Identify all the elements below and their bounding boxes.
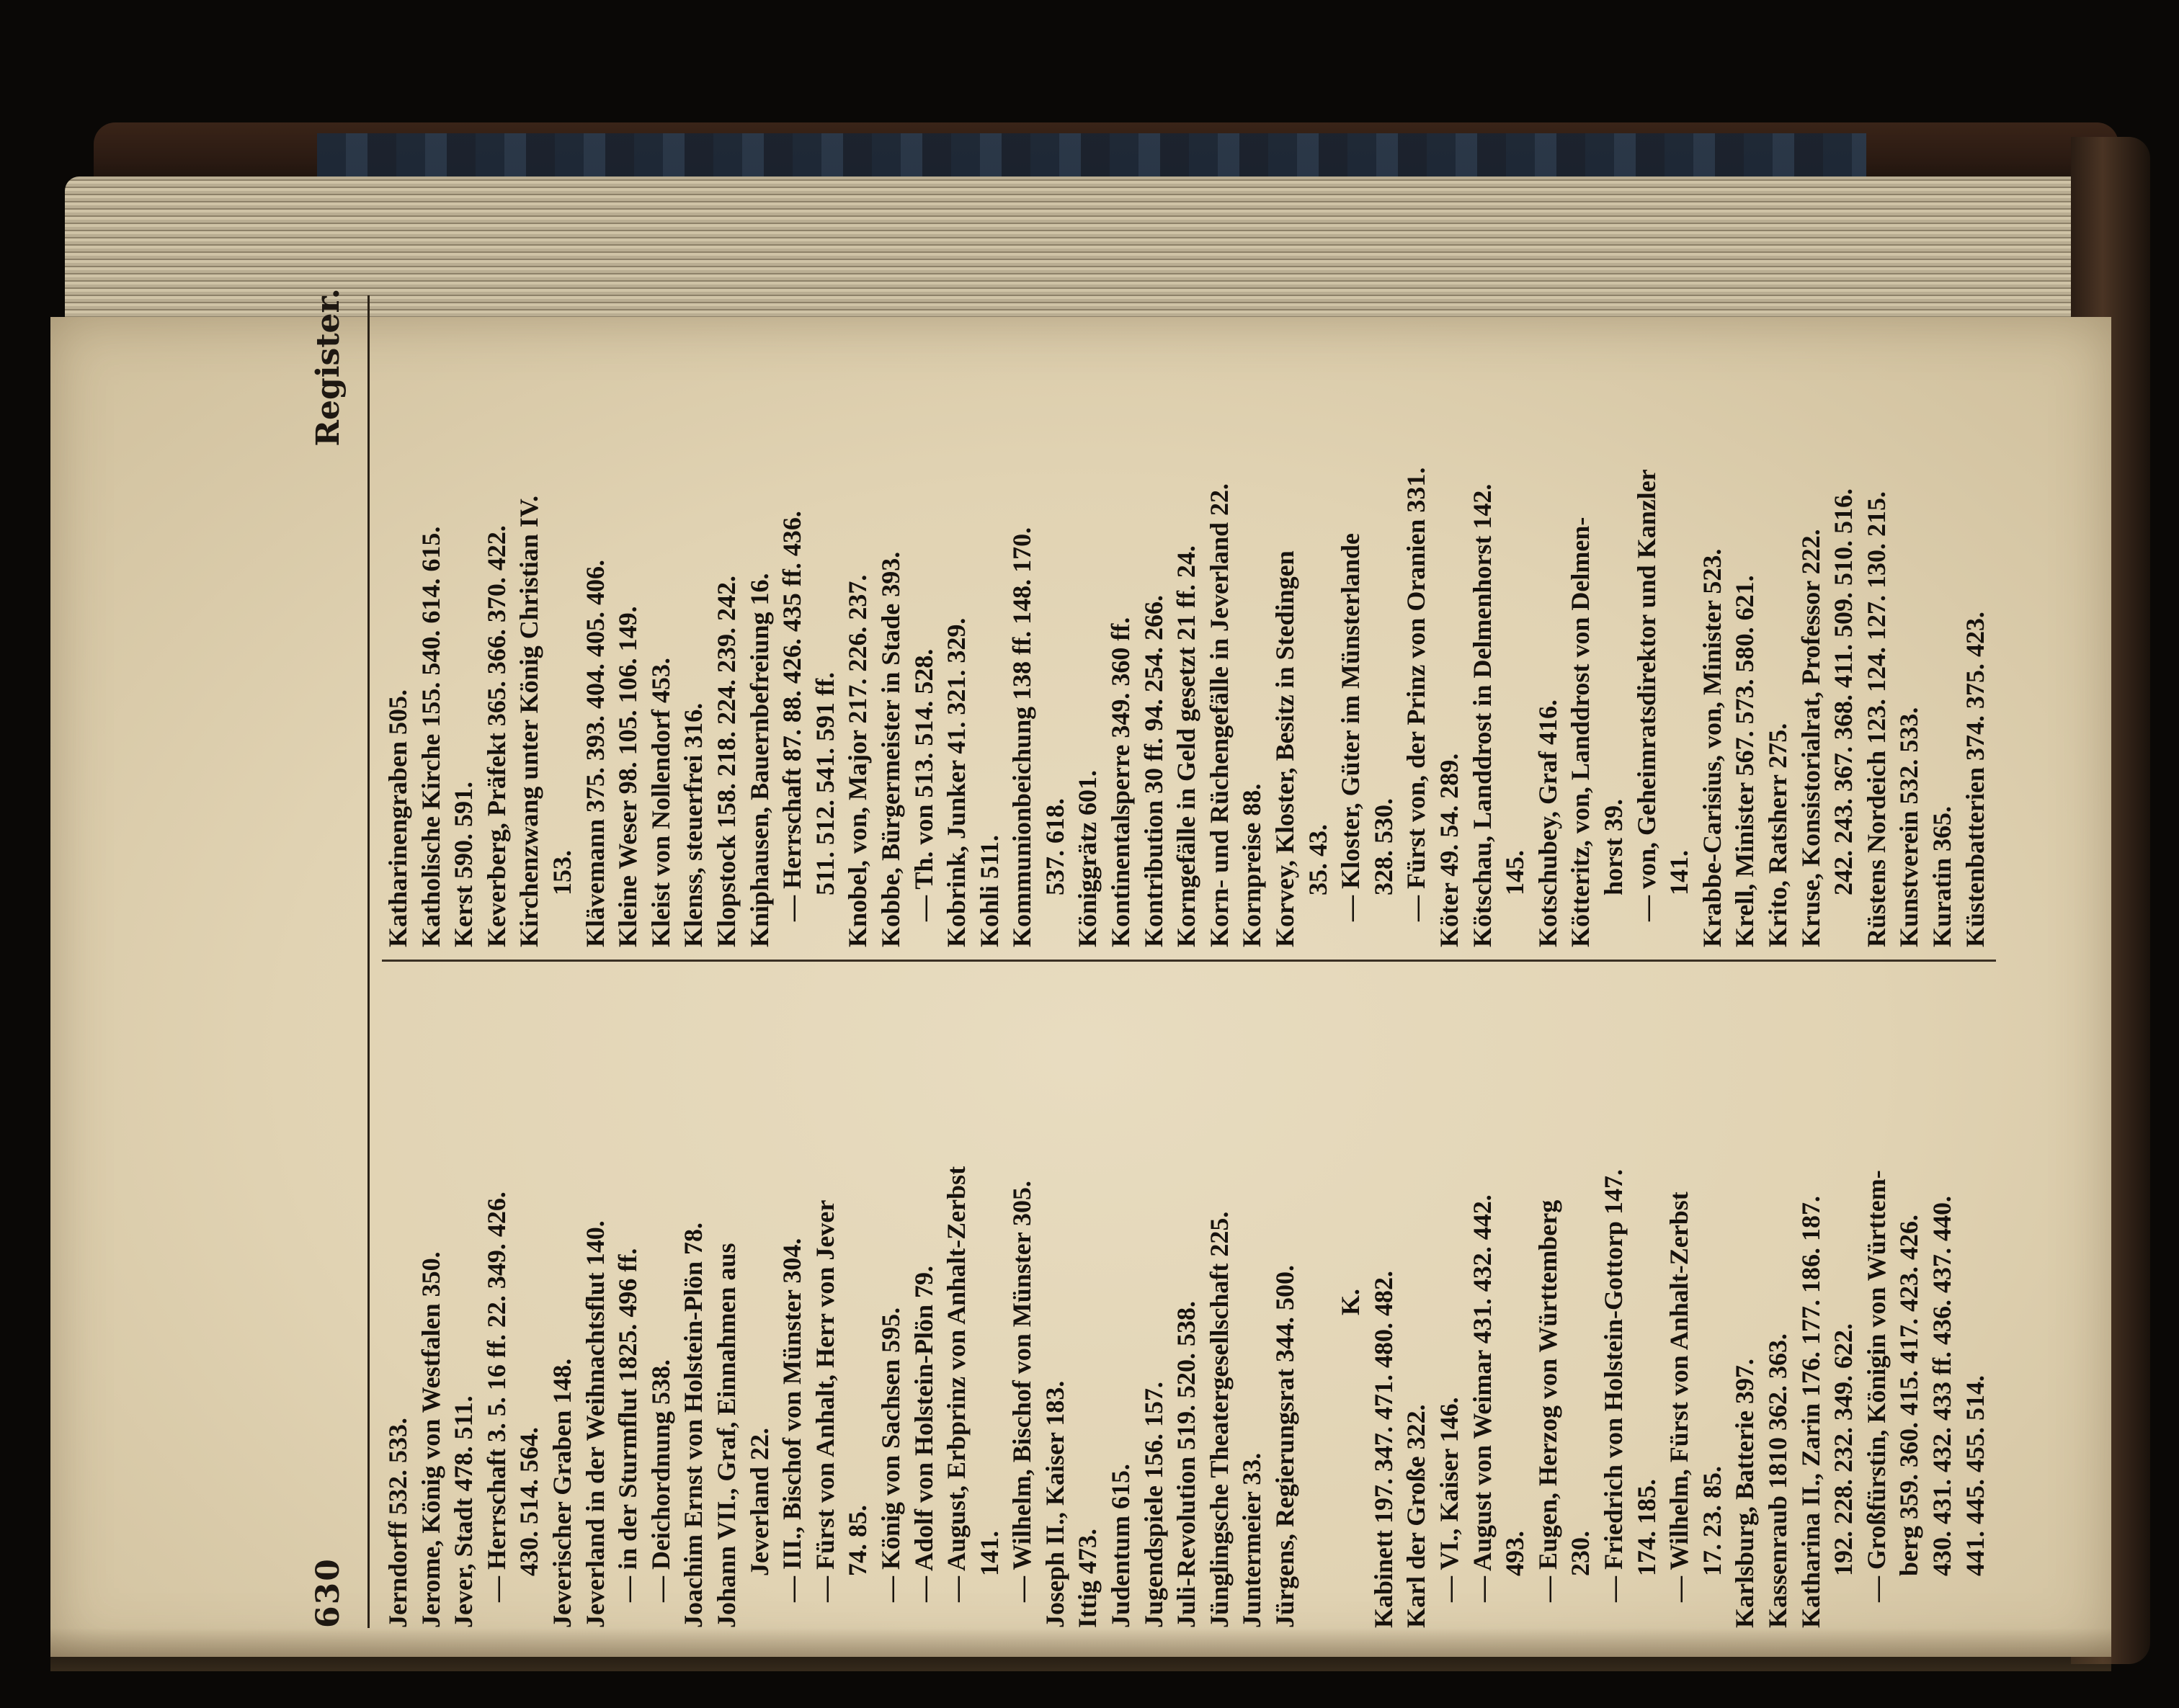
index-entry: 35. 43. xyxy=(1303,824,1332,895)
index-entry: Jeverischer Graben 148. xyxy=(547,1358,576,1628)
index-entry: Knobel, von, Major 217. 226. 237. xyxy=(843,574,873,947)
index-entry: — Herrschaft 87. 88. 426. 435 ff. 436. xyxy=(777,511,807,921)
index-entry: Kontinentalsperre 349. 360 ff. xyxy=(1106,617,1136,947)
index-entry: — III., Bischof von Münster 304. xyxy=(777,1238,807,1602)
index-entry: Jeverland in der Weihnachtsflut 140. xyxy=(580,1220,610,1628)
index-entry: Kruse, Konsistorialrat, Professor 222. xyxy=(1796,529,1825,947)
index-entry: 493. xyxy=(1500,1531,1530,1576)
index-entry: Kotschubey, Graf 416. xyxy=(1533,699,1562,947)
index-entry: Korngefälle in Geld gesetzt 21 ff. 24. xyxy=(1172,545,1201,947)
index-entry: Jürgens, Regierungsrat 344. 500. xyxy=(1270,1265,1300,1628)
index-entry: Juli-Revolution 519. 520. 538. xyxy=(1172,1300,1201,1628)
index-entry: 192. 228. 232. 349. 622. xyxy=(1829,1323,1858,1576)
index-entry: 145. xyxy=(1500,850,1530,895)
header-rule xyxy=(367,295,370,1628)
index-entry: Kunstverein 532. 533. xyxy=(1894,707,1924,947)
index-entry: 511. 512. 541. 591 ff. xyxy=(810,672,839,895)
index-entry: — Friedrich von Holstein-Gottorp 147. xyxy=(1598,1169,1628,1602)
index-entry: horst 39. xyxy=(1598,799,1628,895)
index-entry: — Eugen, Herzog von Württemberg xyxy=(1533,1199,1562,1602)
index-entry: Johann VII., Graf, Einnahmen aus xyxy=(711,1243,741,1628)
index-entry: Jugendspiele 156. 157. xyxy=(1138,1381,1168,1628)
index-entry: Kobbe, Bürgermeister in Stade 393. xyxy=(875,551,905,947)
index-entry: — VI., Kaiser 146. xyxy=(1435,1397,1463,1602)
index-entry: Judentum 615. xyxy=(1106,1463,1136,1628)
index-entry: Joseph II., Kaiser 183. xyxy=(1040,1380,1069,1628)
index-entry: — von, Geheimratsdirektor und Kanzler xyxy=(1631,469,1661,921)
index-entry: 153. xyxy=(547,850,576,895)
index-entry: Kniphausen, Bauernbefreiung 16. xyxy=(744,573,774,947)
index-entry: — Herrschaft 3. 5. 16 ff. 22. 349. 426. xyxy=(481,1191,511,1602)
index-entry: — Fürst von, der Prinz von Oranien 331. xyxy=(1402,467,1431,921)
index-entry: Königgrätz 601. xyxy=(1073,770,1102,947)
index-entry: — Wilhelm, Fürst von Anhalt-Zerbst xyxy=(1665,1191,1694,1602)
index-entry: Kohli 511. xyxy=(974,834,1004,947)
index-entry: Krito, Ratsherr 275. xyxy=(1763,723,1792,947)
index-entry: Kommunionbeichung 138 ff. 148. 170. xyxy=(1007,527,1037,947)
index-entry: Korvey, Kloster, Besitz in Stedingen xyxy=(1270,550,1300,947)
index-entry: Katharinengraben 505. xyxy=(383,689,412,947)
index-entry: Jünglingsche Theatergesellschaft 225. xyxy=(1204,1211,1234,1628)
index-entry: — Kloster, Güter im Münsterlande xyxy=(1336,533,1365,921)
index-entry: Jeverland 22. xyxy=(744,1428,774,1576)
index-entry: 74. 85. xyxy=(843,1505,873,1576)
index-entry: 230. xyxy=(1566,1531,1595,1576)
section-letter-heading: K. xyxy=(1336,1289,1365,1316)
index-entry: Küstenbatterien 374. 375. 423. xyxy=(1960,612,1989,947)
index-entry: 441. 445. 455. 514. xyxy=(1960,1375,1989,1576)
index-entry: Kobrink, Junker 41. 321. 329. xyxy=(942,617,971,947)
index-entry: Klopstock 158. 218. 224. 239. 242. xyxy=(711,575,741,947)
index-entry: Kötschau, Landdrost in Delmenhorst 142. xyxy=(1467,483,1497,947)
index-entry: Ittig 473. xyxy=(1073,1529,1102,1628)
index-entry: — in der Sturmflut 1825. 496 ff. xyxy=(613,1248,643,1602)
index-column-right xyxy=(382,295,1992,947)
index-entry: — August von Weimar 431. 432. 442. xyxy=(1467,1194,1497,1602)
index-entry: — Th. von 513. 514. 528. xyxy=(909,648,938,921)
index-entry: — Großfürstin, Königin von Württem- xyxy=(1861,1170,1891,1602)
index-entry: berg 359. 360. 415. 417. 423. 426. xyxy=(1894,1215,1924,1576)
index-entry: 430. 514. 564. xyxy=(514,1427,544,1576)
index-entry: Kleine Weser 98. 105. 106. 149. xyxy=(613,606,643,947)
index-entry: 174. 185. xyxy=(1631,1479,1661,1576)
index-entry: Karlsburg, Batterie 397. xyxy=(1730,1359,1760,1628)
index-entry: 141. xyxy=(1665,850,1694,895)
index-entry: 17. 23. 85. xyxy=(1697,1466,1726,1576)
index-entry: Köter 49. 54. 289. xyxy=(1435,753,1463,947)
index-entry: — Deichordnung 538. xyxy=(646,1359,675,1602)
running-head: Register. xyxy=(310,288,347,447)
index-entry: Kontribution 30 ff. 94. 254. 266. xyxy=(1138,594,1168,947)
index-entry: Jerome, König von Westfalen 350. xyxy=(416,1251,445,1628)
index-entry: Juntermeier 33. xyxy=(1237,1452,1267,1628)
index-entry: Kabinett 197. 347. 471. 480. 482. xyxy=(1368,1270,1398,1628)
index-entry: Kuratin 365. xyxy=(1927,805,1956,947)
index-column-left xyxy=(382,976,1992,1628)
index-entry: — August, Erbprinz von Anhalt-Zerbst xyxy=(942,1166,971,1602)
index-entry: Jerndorff 532. 533. xyxy=(383,1418,412,1628)
index-entry: — Wilhelm, Bischof von Münster 305. xyxy=(1007,1180,1037,1602)
index-entry: Kleist von Nollendorf 453. xyxy=(646,658,675,947)
index-entry: 141. xyxy=(974,1531,1004,1576)
index-entry: Jever, Stadt 478. 511. xyxy=(449,1395,478,1628)
index-entry: 430. 431. 432. 433 ff. 436. 437. 440. xyxy=(1927,1196,1956,1576)
index-entry: Klävemann 375. 393. 404. 405. 406. xyxy=(580,559,610,947)
index-entry: Kassenraub 1810 362. 363. xyxy=(1763,1333,1792,1628)
index-entry: Joachim Ernst von Holstein-Plön 78. xyxy=(679,1222,708,1628)
index-entry: — König von Sachsen 595. xyxy=(875,1307,905,1602)
index-entry: Krabbe-Carisius, von, Minister 523. xyxy=(1697,548,1726,947)
index-entry: Kötteritz, von, Landdrost von Delmen- xyxy=(1566,517,1595,947)
index-entry: Rüstens Nordeich 123. 124. 127. 130. 215. xyxy=(1861,491,1891,947)
rotated-text-block xyxy=(310,288,1996,1628)
index-entry: — Fürst von Anhalt, Herr von Jever xyxy=(810,1199,839,1602)
index-entry: Krell, Minister 567. 573. 580. 621. xyxy=(1730,575,1760,947)
column-divider xyxy=(382,960,1996,962)
index-entry: Karl der Große 322. xyxy=(1402,1404,1431,1628)
blank-line xyxy=(1302,976,1335,1628)
index-entry: 537. 618. xyxy=(1040,798,1069,895)
page-gutter xyxy=(50,1628,2111,1671)
index-entry: — Adolf von Holstein-Plön 79. xyxy=(909,1265,938,1602)
index-entry: Katharina II., Zarin 176. 177. 186. 187. xyxy=(1796,1195,1825,1628)
index-entry: Korn- und Rüchengefälle in Jeverland 22. xyxy=(1204,483,1234,947)
index-entry: Keverberg, Präfekt 365. 366. 370. 422. xyxy=(481,525,511,947)
index-entry: Kerst 590. 591. xyxy=(449,782,478,947)
index-entry: Katholische Kirche 155. 540. 614. 615. xyxy=(416,526,445,947)
index-entry: Klenss, steuerfrei 316. xyxy=(679,702,708,947)
index-entry: 328. 530. xyxy=(1368,798,1398,895)
index-entry: Kirchenzwang unter König Christian IV. xyxy=(514,495,544,947)
index-entry: Kornpreise 88. xyxy=(1237,783,1267,947)
page-number: 630 xyxy=(310,1557,347,1628)
index-entry: 242. 243. 367. 368. 411. 509. 510. 516. xyxy=(1829,488,1858,895)
